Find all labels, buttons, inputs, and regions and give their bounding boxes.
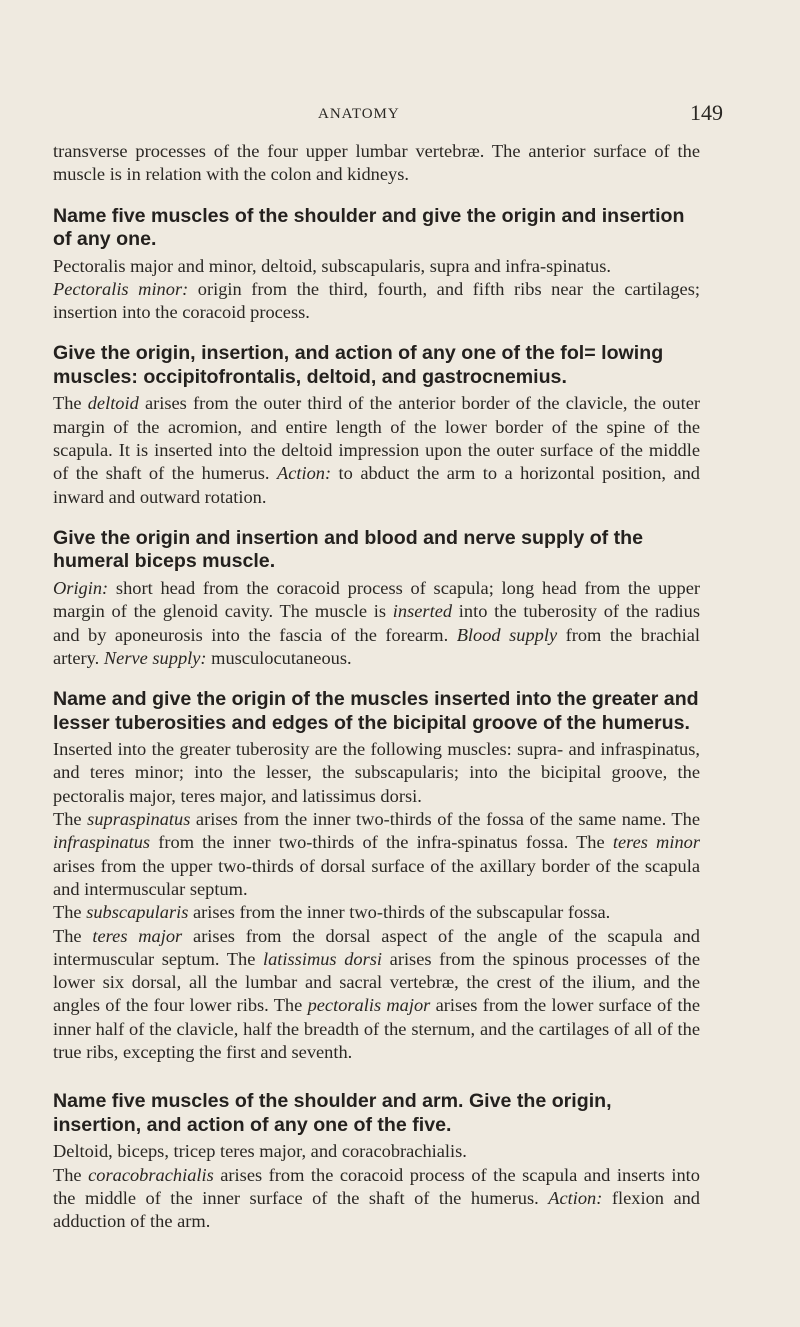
answer-paragraph: Deltoid, biceps, tricep teres major, and coracobrachialis. <box>53 1141 467 1162</box>
answer-paragraph: Origin: short head from the coracoid process of scapula; long head from the upper margin of the glenoid cavity. The muscle is inserted into the tuberosity of the radius and by aponeurosis into the fascia of the forearm. Blood supply from the brachial artery. Nerve supply: musculocutaneous. <box>53 577 701 668</box>
answer-paragraph: Pectoralis minor: origin from the third, fourth, and fifth ribs near the cartilages; insertion into the coracoid process. <box>53 278 700 323</box>
term-emphasis: Nerve supply: <box>103 647 207 668</box>
term-emphasis: teres major <box>92 925 183 946</box>
term-emphasis: Origin: <box>53 577 109 598</box>
question-heading: Give the origin and insertion and blood and nerve supply of the humeral biceps muscle. <box>53 526 644 573</box>
term-emphasis: latissimus dorsi <box>263 948 383 969</box>
term-emphasis: infraspinatus <box>53 832 151 853</box>
term-emphasis: Blood supply <box>456 624 558 645</box>
running-head: ANATOMY <box>318 106 400 122</box>
question-heading: Name and give the origin of the muscles inserted into the greater and lesser tuberosities and edges of the bicipital groove of the humerus. <box>53 688 699 734</box>
answer-paragraph: The teres major arises from the dorsal aspect of the angle of the scapula and intermuscular septum. The latissimus dorsi arises from the spinous processes of the lower six dorsal, all the lumbar and sacral vertebræ, the crest of the ilium, and the angles of the four lower ribs. The pectoralis major arises from the lower surface of the inner half of the clavicle, half the breadth of the sternum, and the cartilages of all of the true ribs, excepting the first and seventh. <box>53 925 700 1063</box>
page-body <box>53 140 700 1234</box>
term-emphasis: coracobrachialis <box>88 1164 214 1185</box>
answer-paragraph: Pectoralis major and minor, deltoid, subscapularis, supra and infra-spinatus. <box>53 255 612 276</box>
answer-paragraph: Inserted into the greater tuberosity are the following muscles: supra- and infraspinatus, and teres minor; into the lesser, the subscapularis; into the bicipital groove, the pectoralis major, teres major, and latissimus dorsi. <box>53 739 700 806</box>
term-emphasis: deltoid <box>87 393 139 414</box>
answer-paragraph: The subscapularis arises from the inner two-thirds of the subscapular fossa. <box>53 902 611 923</box>
answer-paragraph: The coracobrachialis arises from the coracoid process of the scapula and inserts into the middle of the inner surface of the shaft of the humerus. Action: flexion and adduction of the arm. <box>53 1164 700 1232</box>
question-heading: Name five muscles of the shoulder and arm. Give the origin, insertion, and action of any one of the five. <box>53 1090 612 1136</box>
intro-paragraph: transverse processes of the four upper lumbar vertebræ. The anterior surface of the muscle is in relation with the colon and kidneys. <box>53 141 700 185</box>
page-header <box>0 100 800 132</box>
term-emphasis: teres minor <box>612 832 700 853</box>
page-number: 149 <box>690 100 723 125</box>
answer-paragraph: The supraspinatus arises from the inner two-thirds of the fossa of the same name. The infraspinatus from the inner two-thirds of the infra-spinatus fossa. The teres minor arises from the upper two-thirds of dorsal surface of the axillary border of the scapula and intermuscular septum. <box>53 809 700 899</box>
term-emphasis: subscapularis <box>86 902 189 923</box>
term-emphasis: inserted <box>392 601 453 622</box>
term-emphasis: Action: <box>548 1187 603 1208</box>
term-emphasis: pectoralis major <box>307 995 431 1016</box>
question-heading: Give the origin, insertion, and action of any one of the fol= lowing muscles: occipitofrontalis, deltoid, and gastrocnemius. <box>53 342 664 388</box>
answer-paragraph: The deltoid arises from the outer third of the anterior border of the clavicle, the outer margin of the acromion, and entire length of the lower border of the spine of the scapula. It is inserted into the deltoid impression upon the outer surface of the middle of the shaft of the humerus. Action: to abduct the arm to a horizontal position, and inward and outward rotation. <box>53 393 700 507</box>
term-emphasis: supraspinatus <box>87 809 191 830</box>
term-emphasis: Action: <box>276 463 332 484</box>
term-emphasis: Pectoralis minor: <box>53 278 189 299</box>
question-heading: Name five muscles of the shoulder and give the origin and insertion of any one. <box>53 204 685 251</box>
